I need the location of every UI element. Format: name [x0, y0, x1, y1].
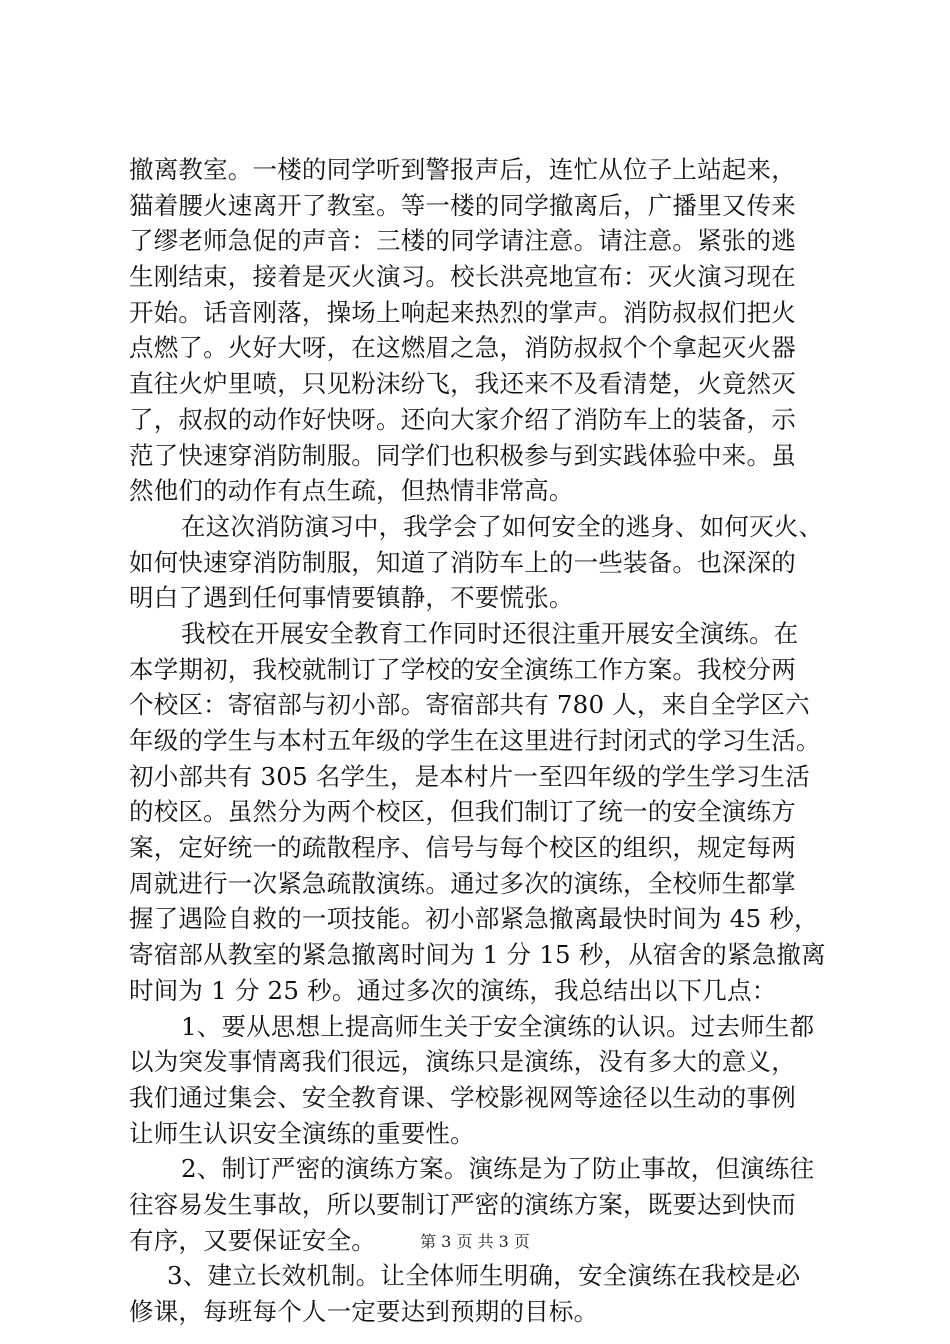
- page-number-footer: 第 3 页 共 3 页: [420, 1232, 530, 1251]
- text-line: 个校区：寄宿部与初小部。寄宿部共有 780 人，来自全学区六: [129, 690, 810, 720]
- text-line: 猫着腰火速离开了教室。等一楼的同学撤离后，广播里又传来: [129, 190, 796, 220]
- text-line: 修课，每班每个人一定要达到预期的目标。: [129, 1297, 599, 1326]
- list-item-3-start: 3、建立长效机制。让全体师生明确，安全演练在我校是必: [167, 1261, 801, 1291]
- text-line: 年级的学生与本村五年级的学生在这里进行封闭式的学习生活。: [129, 726, 821, 755]
- text-line: 让师生认识安全演练的重要性。: [129, 1118, 475, 1148]
- text-line: 往容易发生事故，所以要制订严密的演练方案，既要达到快而: [129, 1189, 796, 1219]
- text-line: 明白了遇到任何事情要镇静，不要慌张。: [129, 583, 574, 613]
- list-item-1-start: 1、要从思想上提高师生关于安全演练的认识。过去师生都: [181, 1011, 815, 1041]
- text-line: 初小部共有 305 名学生，是本村片一至四年级的学生学习生活: [129, 761, 810, 791]
- text-line: 撤离教室。一楼的同学听到警报声后，连忙从位子上站起来，: [129, 155, 796, 184]
- body-text: [129, 152, 834, 1330]
- text-line: 开始。话音刚落，操场上响起来热烈的掌声。消防叔叔们把火: [129, 297, 796, 327]
- list-item-2-start: 2、制订严密的演练方案。演练是为了防止事故，但演练往: [181, 1154, 815, 1184]
- text-line: 直往火炉里喷，只见粉沫纷飞，我还来不及看清楚，火竟然灭: [129, 369, 796, 399]
- text-line: 寄宿部从教室的紧急撤离时间为 1 分 15 秒，从宿舍的紧急撤离: [129, 940, 826, 970]
- text-line: 握了遇险自救的一项技能。初小部紧急撤离最快时间为 45 秒，: [129, 904, 819, 934]
- text-line: 如何快速穿消防制服，知道了消防车上的一些装备。也深深的: [129, 547, 796, 577]
- text-line: 我们通过集会、安全教育课、学校影视网等途径以生动的事例: [129, 1082, 796, 1112]
- text-line: 的校区。虽然分为两个校区，但我们制订了统一的安全演练方: [129, 797, 796, 827]
- text-line: 了，叔叔的动作好快呀。还向大家介绍了消防车上的装备，示: [129, 404, 796, 434]
- text-line: 案，定好统一的疏散程序、信号与每个校区的组织，规定每两: [129, 833, 796, 863]
- text-line: 生刚结束，接着是灭火演习。校长洪亮地宣布：灭火演习现在: [129, 262, 796, 292]
- paragraph-start-line: 在这次消防演习中，我学会了如何安全的逃身、如何灭火、: [181, 511, 824, 541]
- paragraph-start-line: 我校在开展安全教育工作同时还很注重开展安全演练。在: [181, 618, 799, 648]
- text-line: 以为突发事情离我们很远，演练只是演练，没有多大的意义，: [129, 1047, 796, 1077]
- text-line: 周就进行一次紧急疏散演练。通过多次的演练，全校师生都掌: [129, 868, 796, 898]
- text-line: 了缪老师急促的声音：三楼的同学请注意。请注意。紧张的逃: [129, 226, 796, 256]
- text-line: 本学期初，我校就制订了学校的安全演练工作方案。我校分两: [129, 654, 796, 684]
- text-line: 点燃了。火好大呀，在这燃眉之急，消防叔叔个个拿起灭火器: [129, 333, 796, 363]
- text-line: 范了快速穿消防制服。同学们也积极参与到实践体验中来。虽: [129, 440, 796, 470]
- text-line: 有序，又要保证安全。: [129, 1225, 376, 1255]
- text-line: 时间为 1 分 25 秒。通过多次的演练，我总结出以下几点：: [129, 975, 777, 1005]
- text-line: 然他们的动作有点生疏，但热情非常高。: [129, 476, 574, 506]
